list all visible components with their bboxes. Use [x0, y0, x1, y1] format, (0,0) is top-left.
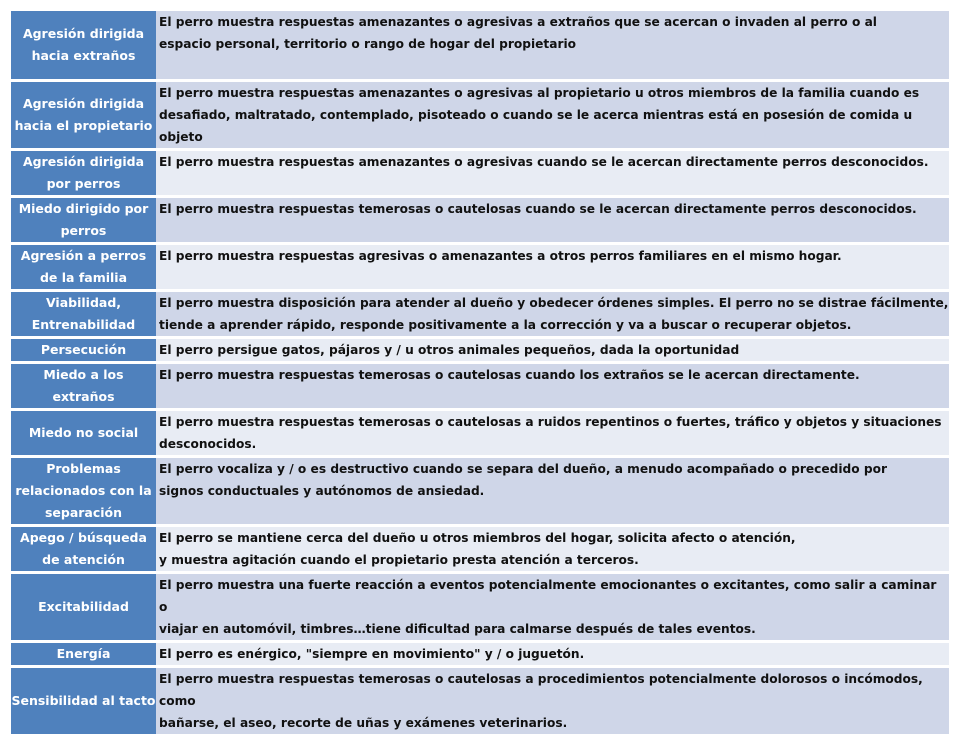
category-cell: Miedo no social	[11, 409, 156, 456]
category-cell: Agresión a perros de la familia	[11, 243, 156, 290]
description-cell: El perro muestra disposición para atender al dueño y obedecer órdenes simples. El perro no se distrae fácilmente, tiende a aprender rápido, responde positivamente a la corrección y va a buscar o recuperar objetos.	[156, 290, 949, 337]
category-cell: Miedo dirigido por perros	[11, 196, 156, 243]
table-row	[11, 80, 949, 149]
description-cell: El perro es enérgico, "siempre en movimiento" y / o juguetón.	[156, 641, 949, 666]
description-cell: El perro muestra respuestas amenazantes o agresivas a extraños que se acercan o invaden al perro o al espacio personal, territorio o rango de hogar del propietario	[156, 11, 949, 80]
category-cell: Excitabilidad	[11, 572, 156, 641]
table-row	[11, 362, 949, 409]
category-cell: Energía	[11, 641, 156, 666]
description-cell: El perro muestra una fuerte reacción a eventos potencialmente emocionantes o excitantes, como salir a caminar o viajar en automóvil, timbres…tiene dificultad para calmarse después de tales eventos.	[156, 572, 949, 641]
category-cell: Viabilidad, Entrenabilidad	[11, 290, 156, 337]
description-cell: El perro muestra respuestas temerosas o cautelosas a ruidos repentinos o fuertes, tráfico y objetos y situaciones desconocidos.	[156, 409, 949, 456]
description-cell: El perro muestra respuestas amenazantes o agresivas cuando se le acercan directamente perros desconocidos.	[156, 149, 949, 196]
description-cell: El perro muestra respuestas temerosas o cautelosas cuando se le acercan directamente perros desconocidos.	[156, 196, 949, 243]
description-cell: El perro muestra respuestas agresivas o amenazantes a otros perros familiares en el mismo hogar.	[156, 243, 949, 290]
category-cell: Agresión dirigida hacia el propietario	[11, 80, 156, 149]
category-cell: Persecución	[11, 337, 156, 362]
category-cell: Agresión dirigida hacia extraños	[11, 11, 156, 80]
category-cell: Miedo a los extraños	[11, 362, 156, 409]
table-row	[11, 196, 949, 243]
table-row	[11, 337, 949, 362]
table-row	[11, 456, 949, 525]
table-row	[11, 525, 949, 572]
behavior-table	[11, 11, 949, 737]
table-row	[11, 290, 949, 337]
description-cell: El perro vocaliza y / o es destructivo cuando se separa del dueño, a menudo acompañado o precedido por signos conductuales y autónomos de ansiedad.	[156, 456, 949, 525]
table-row	[11, 666, 949, 735]
table-row	[11, 11, 949, 80]
description-cell: El perro se mantiene cerca del dueño u otros miembros del hogar, solicita afecto o atención, y muestra agitación cuando el propietario presta atención a terceros.	[156, 525, 949, 572]
description-cell: El perro muestra respuestas temerosas o cautelosas a procedimientos potencialmente dolorosos o incómodos, como bañarse, el aseo, recorte de uñas y exámenes veterinarios.	[156, 666, 949, 735]
table-row	[11, 641, 949, 666]
table-row	[11, 409, 949, 456]
description-cell: El perro muestra respuestas amenazantes o agresivas al propietario u otros miembros de la familia cuando es desafiado, maltratado, contemplado, pisoteado o cuando se le acerca mientras está en posesión de comida u objeto	[156, 80, 949, 149]
table-row	[11, 149, 949, 196]
category-cell: Agresión dirigida por perros	[11, 149, 156, 196]
category-cell: Apego / búsqueda de atención	[11, 525, 156, 572]
description-cell: El perro muestra respuestas temerosas o cautelosas cuando los extraños se le acercan directamente.	[156, 362, 949, 409]
table-row	[11, 572, 949, 641]
description-cell: El perro persigue gatos, pájaros y / u otros animales pequeños, dada la oportunidad	[156, 337, 949, 362]
table-row	[11, 243, 949, 290]
category-cell: Sensibilidad al tacto	[11, 666, 156, 735]
category-cell: Problemas relacionados con la separación	[11, 456, 156, 525]
